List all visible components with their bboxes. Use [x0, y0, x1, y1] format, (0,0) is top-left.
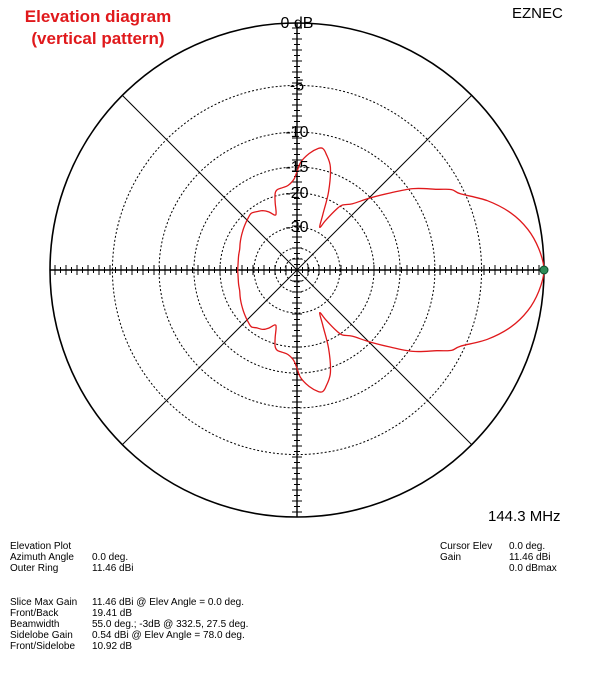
- info-label: Elevation Plot: [10, 541, 72, 552]
- app-name: EZNEC: [512, 5, 563, 22]
- info-row: [440, 541, 590, 552]
- ring-label: -5: [289, 77, 305, 95]
- info-row: [10, 597, 350, 608]
- ring-label: -30: [285, 218, 309, 236]
- info-label: Beamwidth: [10, 619, 60, 630]
- info-row: [10, 619, 350, 630]
- plot-info-left: [10, 541, 330, 574]
- cursor-marker: [540, 266, 548, 274]
- chart-title-line-2: (vertical pattern): [31, 29, 165, 48]
- info-value: 11.46 dBi: [92, 563, 134, 574]
- info-row: [10, 630, 350, 641]
- info-label: Cursor Elev: [440, 541, 493, 552]
- info-row: [10, 552, 330, 563]
- info-value: 0.0 deg.: [92, 552, 129, 563]
- info-label: Slice Max Gain: [10, 597, 78, 608]
- info-value: 0.0 dBmax: [509, 563, 557, 574]
- info-row: [10, 541, 330, 552]
- frequency-label: 144.3 MHz: [488, 508, 561, 525]
- info-value: 11.46 dBi @ Elev Angle = 0.0 deg.: [92, 597, 245, 608]
- info-label: Front/Back: [10, 608, 59, 619]
- info-label: Azimuth Angle: [10, 552, 74, 563]
- info-value: 11.46 dBi: [509, 552, 551, 563]
- plot-info-bottom: [10, 597, 350, 652]
- info-value: 10.92 dB: [92, 641, 133, 652]
- info-row: [10, 641, 350, 652]
- info-row: [10, 563, 330, 574]
- info-row: [440, 552, 590, 563]
- info-label: Front/Sidelobe: [10, 641, 76, 652]
- info-value: 0.0 deg.: [509, 541, 546, 552]
- info-value: 0.54 dBi @ Elev Angle = 78.0 deg.: [92, 630, 245, 641]
- info-value: 19.41 dB: [92, 608, 133, 619]
- chart-title-line-1: Elevation diagram: [24, 7, 172, 26]
- ring-label: 0 dB: [280, 15, 314, 32]
- info-value: 55.0 deg.; -3dB @ 332.5, 27.5 deg.: [92, 619, 249, 630]
- cursor-layer: [540, 266, 548, 274]
- info-row: [440, 563, 590, 574]
- ring-label: -10: [285, 124, 309, 142]
- info-label: Sidelobe Gain: [10, 630, 73, 641]
- polar-grid: [50, 23, 544, 517]
- info-label: Gain: [440, 552, 462, 563]
- info-label: Outer Ring: [10, 563, 59, 574]
- ring-label: -20: [285, 184, 309, 202]
- ring-label: -15: [285, 158, 309, 176]
- cursor-info: [440, 541, 590, 574]
- info-row: [10, 608, 350, 619]
